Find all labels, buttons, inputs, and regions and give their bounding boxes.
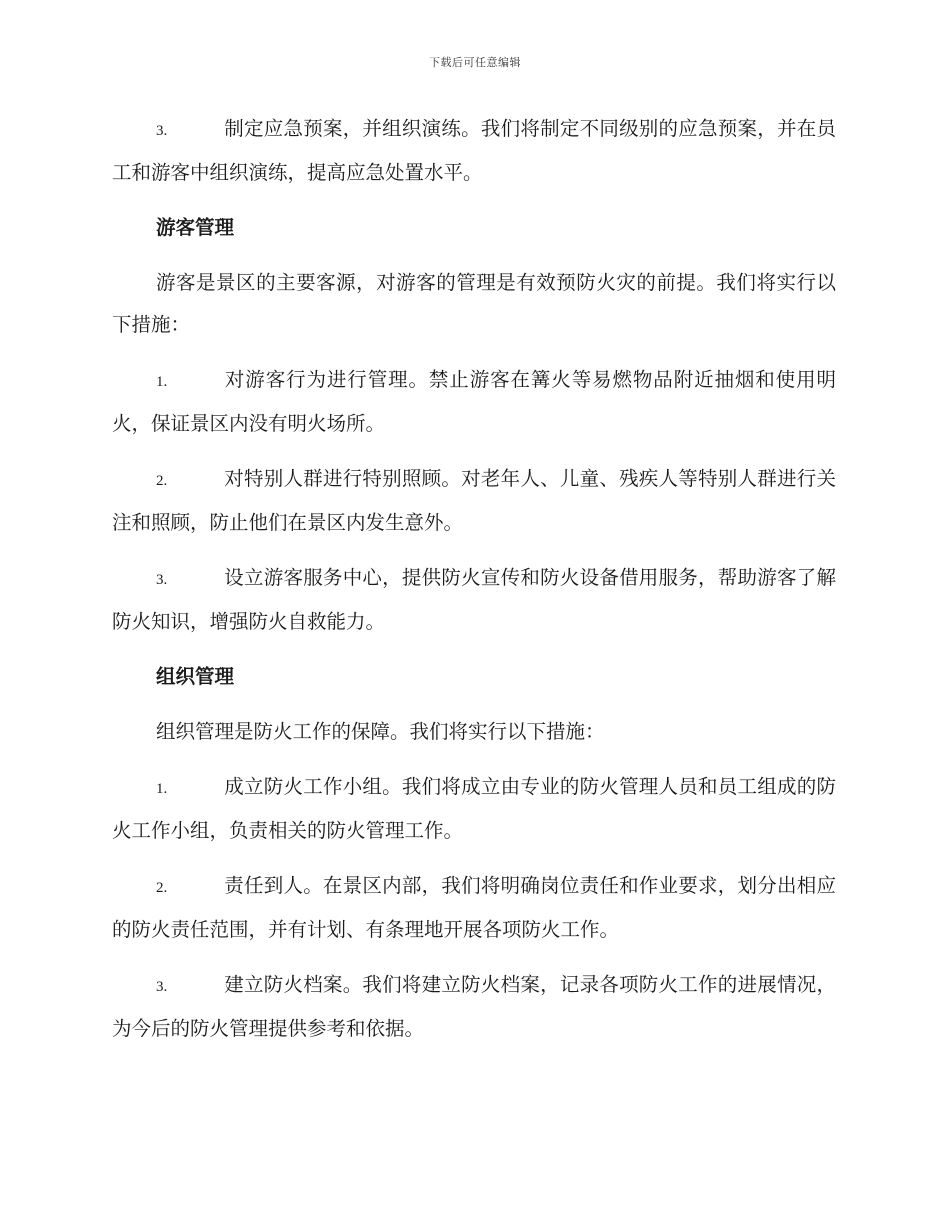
- list-number: 1.: [156, 781, 168, 797]
- list-number: 2.: [156, 473, 168, 489]
- list-item: [112, 865, 836, 951]
- paragraph: 游客是景区的主要客源，对游客的管理是有效预防火灾的前提。我们将实行以下措施：: [112, 271, 836, 336]
- paragraph: 组织管理是防火工作的保障。我们将实行以下措施：: [156, 720, 605, 743]
- list-item-text: 制定应急预案，并组织演练。我们将制定不同级别的应急预案，并在员工和游客中组织演练，提高应急处置水平。: [112, 117, 836, 184]
- list-number: 1.: [156, 374, 168, 390]
- list-item: [112, 766, 836, 852]
- document-body: [112, 108, 836, 1063]
- section-heading: 游客管理: [156, 216, 235, 239]
- list-item-text: 对特别人群进行特别照顾。对老年人、儿童、残疾人等特别人群进行关注和照顾，防止他们在景区内发生意外。: [112, 467, 836, 534]
- list-number: 2.: [156, 880, 168, 896]
- list-number: 3.: [156, 123, 168, 139]
- list-item: [112, 458, 836, 544]
- list-item: [112, 557, 836, 643]
- section-heading: 组织管理: [156, 665, 235, 688]
- list-item-text: 责任到人。在景区内部，我们将明确岗位责任和作业要求，划分出相应的防火责任范围，并有计划、有条理地开展各项防火工作。: [112, 874, 836, 941]
- list-item-text: 成立防火工作小组。我们将成立由专业的防火管理人员和员工组成的防火工作小组，负责相关的防火管理工作。: [112, 775, 836, 842]
- list-item: [112, 108, 836, 194]
- list-item: [112, 964, 836, 1050]
- list-item: [112, 359, 836, 445]
- list-item-text: 建立防火档案。我们将建立防火档案，记录各项防火工作的进展情况，为今后的防火管理提供参考和依据。: [112, 973, 836, 1040]
- list-number: 3.: [156, 572, 168, 588]
- page-header: 下载后可任意编辑: [429, 56, 521, 69]
- list-number: 3.: [156, 979, 168, 995]
- list-item-text: 设立游客服务中心，提供防火宣传和防火设备借用服务，帮助游客了解防火知识，增强防火自救能力。: [112, 566, 836, 633]
- list-item-text: 对游客行为进行管理。禁止游客在篝火等易燃物品附近抽烟和使用明火，保证景区内没有明火场所。: [112, 368, 836, 435]
